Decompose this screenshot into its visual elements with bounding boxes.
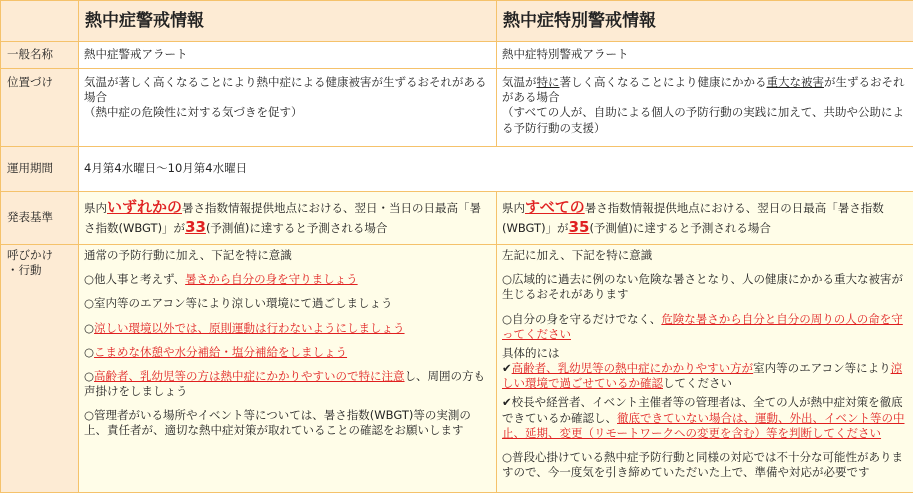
row-position [1, 69, 913, 147]
emphasis-red: 涼しい環境以外では、原則運動は行わないようにしましょう [94, 320, 405, 335]
emphasis-all-locations: すべての [525, 198, 585, 217]
check-item [502, 361, 908, 391]
row-criteria [1, 192, 913, 245]
row-action [1, 245, 913, 493]
label-criteria: 発表基準 [1, 192, 79, 245]
text-segment: 暑さ指数情報提供地点における、翌日の日最高「暑さ指数(WBGT)」が [502, 201, 884, 235]
action-intro: 通常の予防行動に加え、下記を特に意識 [84, 248, 292, 262]
text-segment: 暑さ指数情報提供地点における、翌日・当日の日最高「暑さ指数(WBGT)」が [84, 201, 482, 235]
action-heat-alert [79, 245, 497, 493]
action-item: ○室内等のエアコン等により涼しい環境にて過ごしましょう [84, 296, 393, 311]
period-value: 4月第4水曜日～10月第4水曜日 [79, 147, 913, 192]
position-note: （熱中症の危険性に対する気づきを促す） [84, 105, 303, 120]
text-segment: が生ずるおそれがある場合 [502, 75, 905, 105]
text-segment: 著しく高くなることにより健康にかかる [559, 75, 767, 89]
action-item [84, 272, 491, 287]
header-row [1, 1, 913, 42]
text-segment: (予測値)に達すると予測される場合 [589, 221, 771, 235]
text-segment: し、周囲の方も声掛けをしましょう [84, 368, 486, 399]
action-special-heat-alert [497, 245, 913, 493]
emphasis-red: 高齢者、乳幼児等の熱中症にかかりやすい方が [511, 361, 754, 376]
text-segment: (予測値)に達すると予測される場合 [205, 221, 388, 235]
check-icon: ✔ [502, 361, 512, 376]
text-segment: ○他人事と考えず、 [84, 272, 186, 287]
label-action-line2: ・行動 [7, 263, 42, 278]
header-corner [1, 1, 79, 42]
action-item [502, 312, 908, 342]
header-special-heat-alert: 熱中症特別警戒情報 [497, 1, 913, 42]
emphasis-red: 徹底できていない場合は、運動、外出、イベント等の中止、延期、変更（リモートワークへの変更を含む）等を判断してください [502, 410, 905, 440]
action-item [84, 321, 491, 336]
header-heat-alert: 熱中症警戒情報 [79, 1, 497, 42]
emphasis-red: 高齢者、乳幼児等の方は熱中症にかかりやすいので特に注意 [94, 368, 405, 383]
text-segment: ○自分の身を守るだけでなく、 [502, 311, 662, 326]
action-intro: 左記に加え、下記を特に意識 [502, 248, 653, 262]
position-heat-alert [79, 69, 497, 147]
name-special-heat-alert: 熱中症特別警戒アラート [497, 42, 913, 69]
action-item: ○広域的に過去に例のない危険な暑さとなり、人の健康にかかる重大な被害が生じるおそれがあります [502, 272, 904, 302]
emphasis-red: 危険な暑さから自分と自分の周りの人の命を守ってください [502, 311, 903, 341]
text-segment: ○ [84, 320, 95, 335]
label-general-name: 一般名称 [1, 42, 79, 69]
emphasis-any-location: いずれかの [107, 198, 183, 217]
action-item: ○管理者がいる場所やイベント等については、暑さ指数(WBGT)等の実測の上、責任者が、適切な熱中症対策が取れていることの確認をお願いします [84, 408, 471, 438]
text-segment: ○ [84, 344, 95, 359]
position-text: 気温が著しく高くなることにより熱中症による健康被害が生ずるおそれがある場合 [84, 75, 487, 105]
text-segment: ○ [84, 368, 95, 383]
label-period: 運用期間 [1, 147, 79, 192]
emphasis-underline: 特に [536, 75, 560, 89]
criteria-heat-alert [79, 192, 497, 245]
emphasis-red: 暑さから自分の身を守りましょう [185, 272, 358, 287]
position-note: （すべての人が、自助による個人の予防行動の実践に加えて、共助や公助による予防行動の支援） [502, 105, 905, 135]
name-heat-alert: 熱中症警戒アラート [79, 42, 497, 69]
threshold-35: 35 [568, 218, 590, 236]
emphasis-red: こまめな休憩や水分補給・塩分補給をしましょう [94, 344, 348, 359]
row-period [1, 147, 913, 192]
emphasis-red: 涼しい環境で過ごせているか確認 [502, 361, 903, 391]
text-segment: 県内 [502, 201, 525, 216]
check-item [502, 395, 908, 441]
action-item [84, 345, 491, 360]
criteria-special-heat-alert [497, 192, 913, 245]
position-special-heat-alert [497, 69, 913, 147]
action-item [84, 369, 491, 399]
action-item: ○普段心掛けている熱中症予防行動と同様の対応では不十分な可能性がありますので、今一度気を引き締めていただいた上で、準備や対応が必要です [502, 449, 904, 480]
row-general-name [1, 42, 913, 69]
threshold-33: 33 [185, 218, 206, 236]
label-action-line1: 呼びかけ [7, 248, 53, 262]
text-segment: してください [663, 376, 732, 391]
text-segment: 室内等のエアコン等により [753, 361, 891, 376]
label-action [1, 245, 79, 493]
text-segment: ✔校長や経営者、イベント主催者等の管理者は、全ての人が熱中症対策を徹底できているか確認し、 [502, 395, 903, 425]
label-position: 位置づけ [1, 69, 79, 147]
text-segment: 気温が [502, 75, 537, 89]
emphasis-underline: 重大な被害 [766, 75, 824, 89]
text-segment: 県内 [84, 201, 107, 216]
concrete-heading: 具体的には [502, 345, 560, 360]
position-text [502, 75, 908, 105]
